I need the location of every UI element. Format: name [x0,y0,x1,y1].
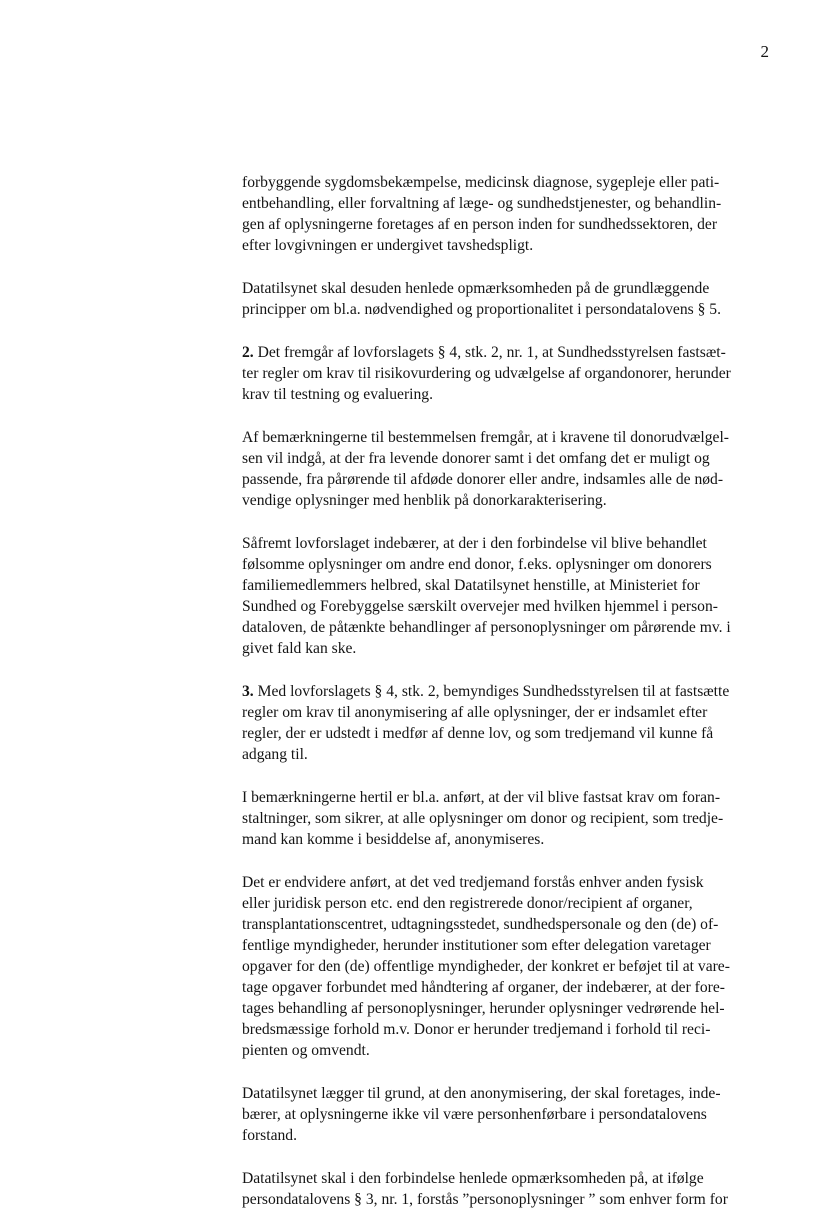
paragraph-10 [242,1168,776,1210]
text-line: krav til testning og evaluering. [242,386,433,403]
section-number: 2. [242,344,254,361]
text-line: passende, fra pårørende til afdøde donorer eller andre, indsamles alle de nød- [242,471,724,488]
text-line: tages behandling af personoplysninger, herunder oplysninger vedrørende hel- [242,1000,725,1017]
text-line: regler, der er udstedt i medfør af denne lov, og som tredjemand vil kunne få [242,725,714,742]
text-line-rest: Med lovforslagets § 4, stk. 2, bemyndiges Sundhedsstyrelsen til at fastsætte [253,683,730,700]
text-line: Sundhed og Forebyggelse særskilt overvejer med hvilken hjemmel i person- [242,598,718,615]
text-line: gen af oplysningerne foretages af en person inden for sundhedssektoren, der [242,216,718,233]
text-line: Det er endvidere anført, at det ved tredjemand forstås enhver anden fysisk [242,874,704,891]
text-line: følsomme oplysninger om andre end donor, f.eks. oplysninger om donorers [242,556,712,573]
text-line: fentlige myndigheder, herunder institutioner som efter delegation varetager [242,937,711,954]
text-line-rest: Det fremgår af lovforslagets § 4, stk. 2, nr. 1, at Sundhedsstyrelsen fastsæt- [253,344,726,361]
text-line: mand kan komme i besiddelse af, anonymiseres. [242,831,545,848]
paragraph-1 [242,172,776,256]
text-line: familiemedlemmers helbred, skal Datatilsynet henstille, at Ministeriet for [242,577,700,594]
text-line: ter regler om krav til risikovurdering og udvælgelse af organdonorer, herunder [242,365,731,382]
paragraph-7 [242,787,776,850]
letter-body [242,172,776,1232]
text-line: adgang til. [242,746,308,763]
text-line: staltninger, som sikrer, at alle oplysninger om donor og recipient, som tredje- [242,810,724,827]
text-line: Såfremt lovforslaget indebærer, at der i den forbindelse vil blive behandlet [242,535,707,552]
text-line: opgaver for den (de) offentlige myndigheder, der konkret er beføjet til at vare- [242,958,730,975]
text-line: transplantationscentret, udtagningsstedet, sundhedspersonale og den (de) of- [242,916,719,933]
text-line: efter lovgivningen er undergivet tavshedspligt. [242,237,534,254]
paragraph-2 [242,278,776,320]
text-line [242,342,776,363]
page-number: 2 [760,42,769,61]
paragraph-section-3 [242,681,776,765]
text-line: entbehandling, eller forvaltning af læge- og sundhedstjenester, og behandlin- [242,195,722,212]
text-line: Datatilsynet skal desuden henlede opmærksomheden på de grundlæggende [242,280,710,297]
text-line: regler om krav til anonymisering af alle oplysninger, der er indsamlet efter [242,704,708,721]
text-line: givet fald kan ske. [242,640,357,657]
text-line: pienten og omvendt. [242,1042,370,1059]
text-line: tage opgaver forbundet med håndtering af organer, der indebærer, at der fore- [242,979,725,996]
paragraph-5 [242,533,776,659]
text-line: eller juridisk person etc. end den registrerede donor/recipient af organer, [242,895,693,912]
text-line: bærer, at oplysningerne ikke vil være personhenførbare i persondatalovens [242,1106,707,1123]
section-number: 3. [242,683,254,700]
text-line: Datatilsynet lægger til grund, at den anonymisering, der skal foretages, inde- [242,1085,721,1102]
text-line: I bemærkningerne hertil er bl.a. anført, at der vil blive fastsat krav om foran- [242,789,721,806]
text-line: Af bemærkningerne til bestemmelsen fremgår, at i kravene til donorudvælgel- [242,429,729,446]
text-line: bredsmæssige forhold m.v. Donor er herunder tredjemand i forhold til reci- [242,1021,711,1038]
text-line: forstand. [242,1127,297,1144]
paragraph-9 [242,1083,776,1146]
text-line: principper om bl.a. nødvendighed og proportionalitet i persondatalovens § 5. [242,301,721,318]
text-line: vendige oplysninger med henblik på donorkarakterisering. [242,492,607,509]
text-line: dataloven, de påtænkte behandlinger af personoplysninger om pårørende mv. i [242,619,731,636]
paragraph-4 [242,427,776,511]
text-line: forbyggende sygdomsbekæmpelse, medicinsk diagnose, sygepleje eller pati- [242,174,720,191]
text-line: Datatilsynet skal i den forbindelse henlede opmærksomheden på, at ifølge [242,1170,704,1187]
text-line: sen vil indgå, at der fra levende donorer samt i det omfang det er muligt og [242,450,710,467]
text-line: persondatalovens § 3, nr. 1, forstås ”personoplysninger ” som enhver form for [242,1191,728,1208]
text-line [242,681,776,702]
paragraph-section-2 [242,342,776,405]
paragraph-8 [242,872,776,1061]
